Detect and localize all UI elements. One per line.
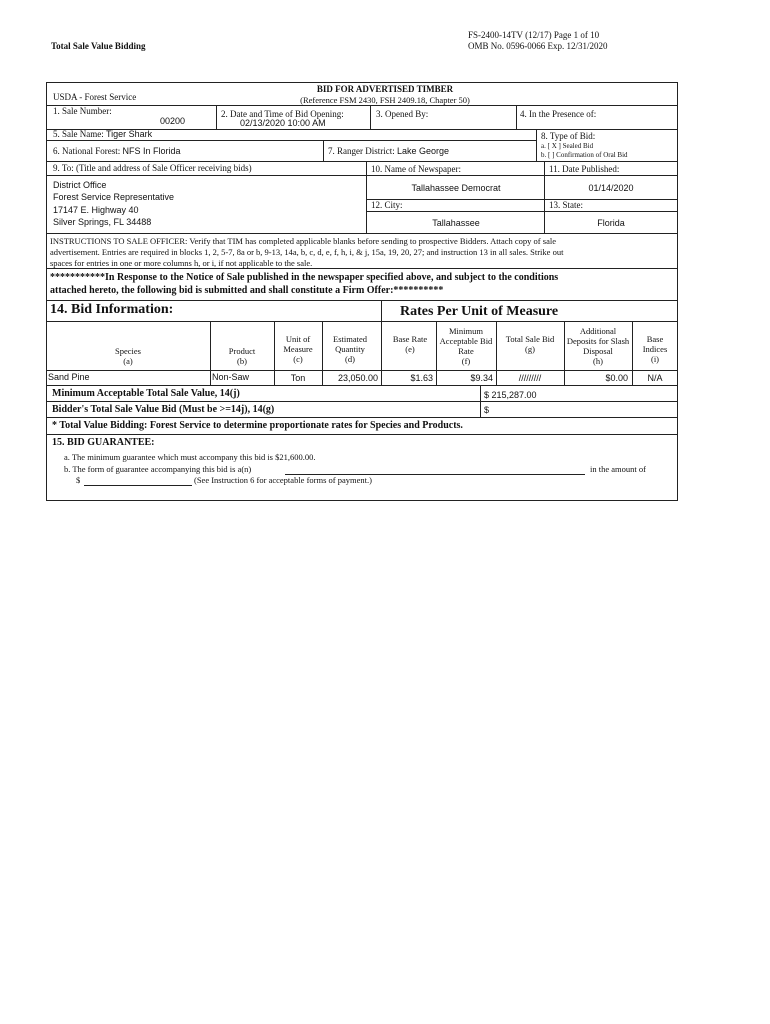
address-line-4: Silver Springs, FL 34488 (53, 217, 152, 227)
col-product (210, 346, 274, 366)
sale-name-label-text: 5. Sale Name: (53, 129, 104, 139)
address-line-3: 17147 E. Highway 40 (53, 205, 139, 215)
national-forest-label-text: 6. National Forest: (53, 146, 121, 156)
col-min-rate (438, 326, 494, 366)
presence-label: 4. In the Presence of: (520, 109, 597, 119)
newspaper-value: Tallahassee Democrat (411, 183, 501, 193)
state-value: Florida (597, 218, 625, 228)
ranger-district-value: Lake George (397, 146, 450, 156)
type-of-bid-label: 8. Type of Bid: (541, 131, 596, 141)
document-title: Total Sale Value Bidding (51, 41, 146, 51)
to-label: 9. To: (Title and address of Sale Officer receiving bids) (53, 163, 252, 173)
ranger-district-label (328, 146, 449, 156)
agency-label: USDA - Forest Service (53, 92, 137, 102)
col-slash-letter: (h) (593, 356, 603, 366)
col-unit (276, 334, 320, 364)
col-quantity (324, 334, 376, 364)
col-species-letter: (a) (123, 356, 133, 366)
city-value: Tallahassee (432, 218, 480, 228)
row-total-bid: ///////// (518, 373, 542, 383)
col-unit-name: Unit of Measure (283, 334, 313, 354)
guarantee-amount-field[interactable] (84, 485, 192, 486)
form-id: FS-2400-14TV (12/17) Page 1 of 10 (468, 30, 600, 40)
col-total-bid-name: Total Sale Bid (505, 334, 555, 344)
col-indices-name: Base Indices (642, 334, 668, 354)
date-published-value: 01/14/2020 (588, 183, 634, 193)
sale-name-label (53, 129, 152, 139)
omb-number: OMB No. 0596-0066 Exp. 12/31/2020 (468, 41, 608, 51)
instructions-line-1: INSTRUCTIONS TO SALE OFFICER: Verify that TIM has completed applicable blanks before sending to prospective Bidders. Attach copy of sale (50, 236, 556, 246)
col-indices-letter: (i) (650, 354, 660, 364)
date-published-label: 11. Date Published: (549, 164, 620, 174)
col-species (46, 346, 210, 366)
guarantee-heading: 15. BID GUARANTEE: (52, 437, 155, 448)
row-product: Non-Saw (212, 372, 250, 382)
sealed-bid-checkbox[interactable]: a. [ X ] Sealed Bid (541, 142, 594, 150)
bidder-total-label: Bidder's Total Sale Value Bid (Must be >=14j), 14(g) (52, 404, 275, 415)
city-label: 12. City: (371, 200, 403, 210)
bidder-total-value[interactable]: $ (484, 405, 490, 415)
col-product-letter: (b) (237, 356, 247, 366)
row-indices: N/A (647, 373, 663, 383)
offer-line-2: attached hereto, the following bid is submitted and shall constitute a Firm Offer:********** (50, 285, 444, 296)
state-label: 13. State: (549, 200, 583, 210)
row-quantity: 23,050.00 (337, 373, 378, 383)
oral-bid-checkbox[interactable]: b. [ ] Confirmation of Oral Bid (541, 151, 628, 159)
col-total-bid (502, 334, 558, 354)
opened-by-label: 3. Opened By: (376, 109, 429, 119)
col-indices (636, 334, 674, 364)
col-slash-name: Additional Deposits for Slash Disposal (566, 326, 630, 356)
col-quantity-name: Estimated Quantity (333, 334, 367, 354)
row-base-rate: $1.63 (410, 373, 433, 383)
bid-opening-label: 2. Date and Time of Bid Opening: (221, 109, 344, 119)
rates-heading: Rates Per Unit of Measure (400, 304, 559, 319)
national-forest-value: NFS In Florida (122, 146, 181, 156)
address-line-2: Forest Service Representative (53, 192, 175, 202)
bid-opening-value: 02/13/2020 10:00 AM (240, 118, 326, 128)
guarantee-dollar-sign: $ (76, 475, 81, 485)
total-value-note: * Total Value Bidding: Forest Service to determine proportionate rates for Species and Products. (52, 420, 463, 431)
guarantee-line-a: a. The minimum guarantee which must accompany this bid is $21,600.00. (64, 452, 316, 462)
guarantee-line-b-end: in the amount of (590, 464, 646, 474)
guarantee-line-b: b. The form of guarantee accompanying this bid is a(n) (64, 464, 252, 474)
newspaper-label: 10. Name of Newspaper: (371, 164, 461, 174)
guarantee-line-c: (See Instruction 6 for acceptable forms of payment.) (194, 475, 372, 485)
row-min-rate: $9.34 (470, 373, 493, 383)
col-base-rate-name: Base Rate (392, 334, 428, 344)
min-total-value[interactable]: $ 215,287.00 (484, 390, 537, 400)
col-slash (566, 326, 630, 366)
instructions-line-3: spaces for entries in one or more columns h, or i, if not applicable to the sale. (50, 258, 313, 268)
min-total-label: Minimum Acceptable Total Sale Value, 14(j) (52, 388, 240, 399)
row-species: Sand Pine (48, 372, 90, 382)
sale-name-value: Tiger Shark (106, 129, 153, 139)
row-unit: Ton (290, 373, 306, 383)
col-species-name: Species (115, 346, 141, 356)
national-forest-label (53, 146, 181, 156)
col-min-rate-letter: (f) (461, 356, 471, 366)
col-product-name: Product (228, 346, 256, 356)
sale-number-label: 1. Sale Number: (53, 106, 112, 116)
instructions-line-2: advertisement. Entries are required in blocks 1, 2, 5-7, 8a or b, 9-13, 14a, b, c, d, e, f, h, i, & j, 15a, 19, 20, 27; and instruction 13 in all sales. Strike out (50, 247, 564, 257)
col-base-rate-letter: (e) (405, 344, 415, 354)
bid-reference: (Reference FSM 2430, FSH 2409.18, Chapter 50) (300, 95, 470, 105)
col-total-bid-letter: (g) (525, 344, 535, 354)
sale-number-value: 00200 (160, 116, 186, 126)
row-slash: $0.00 (605, 373, 628, 383)
col-min-rate-name: Minimum Acceptable Bid Rate (439, 326, 493, 356)
ranger-district-label-text: 7. Ranger District: (328, 146, 395, 156)
offer-line-1: ***********In Response to the Notice of Sale published in the newspaper specified above, and subject to the conditions (50, 272, 559, 283)
col-unit-letter: (c) (293, 354, 303, 364)
col-base-rate (388, 334, 432, 354)
col-quantity-letter: (d) (345, 354, 355, 364)
address-line-1: District Office (53, 180, 107, 190)
bid-info-heading: 14. Bid Information: (50, 302, 174, 317)
bid-title: BID FOR ADVERTISED TIMBER (316, 84, 454, 94)
